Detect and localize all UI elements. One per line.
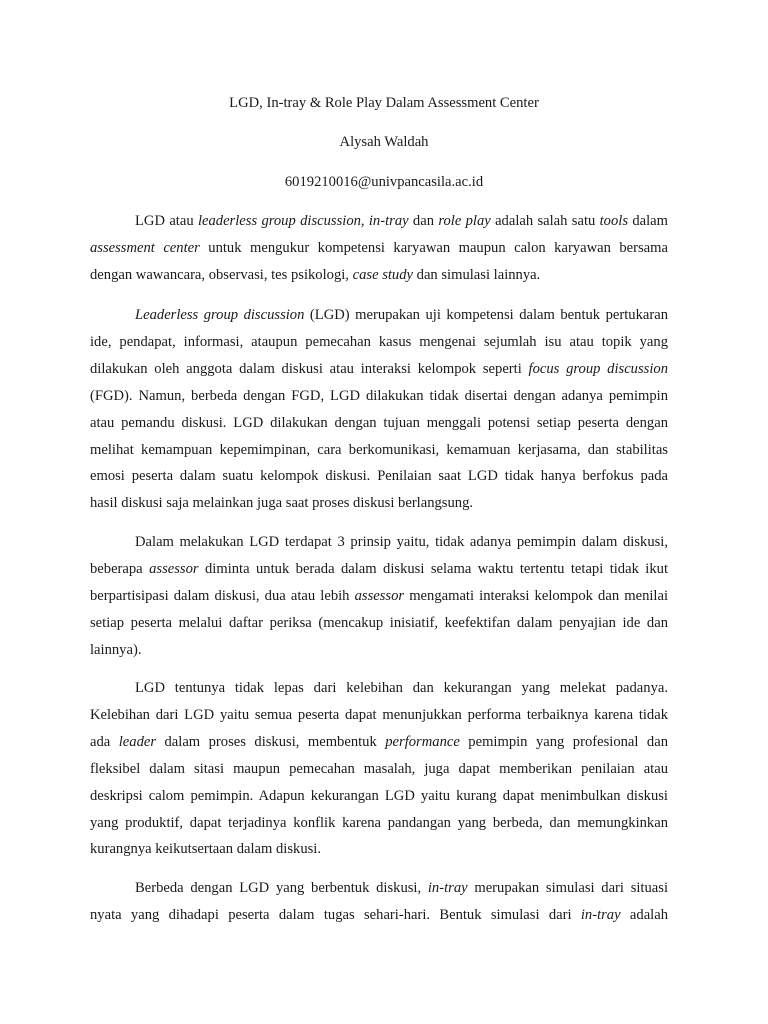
text-line	[90, 759, 668, 779]
text-run: Dalam melakukan LGD terdapat 3 prinsip yaitu, tidak adanya pemimpin dalam diskusi,	[135, 534, 668, 550]
text-run: diminta untuk berada dalam diskusi selama waktu tertentu tetapi tidak ikut	[198, 561, 669, 577]
italic-text: in-tray	[580, 907, 621, 923]
text-line	[90, 705, 668, 725]
text-run: hasil diskusi saja melainkan juga saat proses diskusi berlangsung.	[90, 495, 474, 511]
text-run: fleksibel dalam sitasi maupun pemecahan masalah, juga dapat memberikan penilaian atau	[90, 761, 668, 777]
text-run: beberapa	[90, 561, 150, 577]
italic-text: Leaderless group discussion	[135, 307, 305, 323]
text-run: adalah salah satu	[490, 213, 600, 229]
text-run: berpartisipasi dalam diskusi, dua atau lebih	[90, 588, 355, 604]
text-line	[90, 732, 668, 752]
text-run: Kelebihan dari LGD yaitu semua peserta dapat menunjukkan performa terbaiknya karena tidak	[90, 707, 668, 723]
text-line	[90, 613, 668, 633]
text-line	[90, 532, 668, 552]
text-line	[90, 839, 321, 859]
italic-text: role play	[438, 213, 491, 229]
text-run: kurangnya keikutsertaan dalam diskusi.	[90, 841, 322, 857]
text-run: dengan wawancara, observasi, tes psikologi,	[90, 267, 353, 283]
italic-text: assessor	[149, 561, 199, 577]
text-line	[90, 586, 668, 606]
italic-text: leaderless group discussion, in-tray	[197, 213, 409, 229]
text-run: lainnya).	[90, 642, 142, 658]
text-run: yang produktif, dapat terjadinya konflik karena pandangan yang berbeda, dan memungkinkan	[90, 815, 668, 831]
text-run: emosi peserta dalam suatu kelompok diskusi. Penilaian saat LGD tidak hanya berfokus pada	[90, 468, 668, 484]
text-line	[90, 466, 668, 486]
italic-text: focus group discussion	[528, 361, 668, 377]
text-run: dalam proses diskusi, membentuk	[156, 734, 386, 750]
italic-text: tools	[599, 213, 629, 229]
text-run: mengamati interaksi kelompok dan menilai	[404, 588, 669, 604]
text-run: atau pemandu diskusi. LGD dilakukan dengan tujuan menggali potensi setiap peserta dengan	[90, 415, 668, 431]
italic-text: case study	[352, 267, 413, 283]
text-line	[90, 413, 668, 433]
text-run: nyata yang dihadapi peserta dalam tugas sehari-hari. Bentuk simulasi dari	[90, 907, 581, 923]
text-run: dan	[408, 213, 439, 229]
text-run: dilakukan oleh anggota dalam diskusi atau interaksi kelompok seperti	[90, 361, 529, 377]
text-line	[90, 493, 473, 513]
text-line	[90, 386, 668, 406]
text-run: untuk mengukur kompetensi karyawan maupun calon karyawan bersama	[199, 240, 668, 256]
text-run: deskripsi calom pemimpin. Adapun kekurangan LGD yaitu kurang dapat menimbulkan diskusi	[90, 788, 668, 804]
text-line	[90, 640, 141, 660]
text-run: adalah	[620, 907, 669, 923]
text-run: LGD tentunya tidak lepas dari kelebihan dan kekurangan yang melekat padanya.	[135, 680, 668, 696]
text-run: dan simulasi lainnya.	[413, 267, 541, 283]
text-line	[90, 211, 668, 231]
document-title: LGD, In-tray & Role Play Dalam Assessment Center	[229, 95, 539, 111]
text-run: pemimpin yang profesional dan	[459, 734, 668, 750]
text-line	[90, 265, 540, 285]
text-line	[90, 813, 668, 833]
text-run: Berbeda dengan LGD yang berbentuk diskusi,	[135, 880, 428, 896]
text-run: ada	[90, 734, 119, 750]
text-line	[90, 559, 668, 579]
text-run: LGD atau	[135, 213, 198, 229]
text-line	[90, 440, 668, 460]
text-line	[90, 878, 668, 898]
text-line	[90, 359, 668, 379]
text-run: melihat kemampuan kepemimpinan, cara berkomunikasi, kemamuan kerjasama, dan stabilitas	[90, 442, 668, 458]
text-run: dalam	[628, 213, 668, 229]
italic-text: in-tray	[427, 880, 468, 896]
text-line	[90, 305, 668, 325]
text-run: (FGD). Namun, berbeda dengan FGD, LGD dilakukan tidak disertai dengan adanya pemimpin	[90, 388, 668, 404]
italic-text: assessment center	[90, 240, 200, 256]
italic-text: performance	[385, 734, 460, 750]
italic-text: leader	[118, 734, 157, 750]
text-run: ide, pendapat, informasi, ataupun pemecahan kasus mengenai sejumlah isu atau topik yang	[90, 334, 668, 350]
text-line	[90, 786, 668, 806]
text-run: setiap peserta melalui daftar periksa (mencakup inisiatif, keefektifan dalam penyajian ide dan	[90, 615, 668, 631]
text-line	[90, 332, 668, 352]
text-line	[90, 905, 668, 925]
text-line	[90, 238, 668, 258]
text-run: (LGD) merupakan uji kompetensi dalam bentuk pertukaran	[304, 307, 669, 323]
author-email: 6019210016@univpancasila.ac.id	[284, 174, 484, 190]
text-line	[90, 678, 668, 698]
text-run: merupakan simulasi dari situasi	[467, 880, 668, 896]
document-author: Alysah Waldah	[339, 134, 429, 150]
italic-text: assessor	[354, 588, 405, 604]
